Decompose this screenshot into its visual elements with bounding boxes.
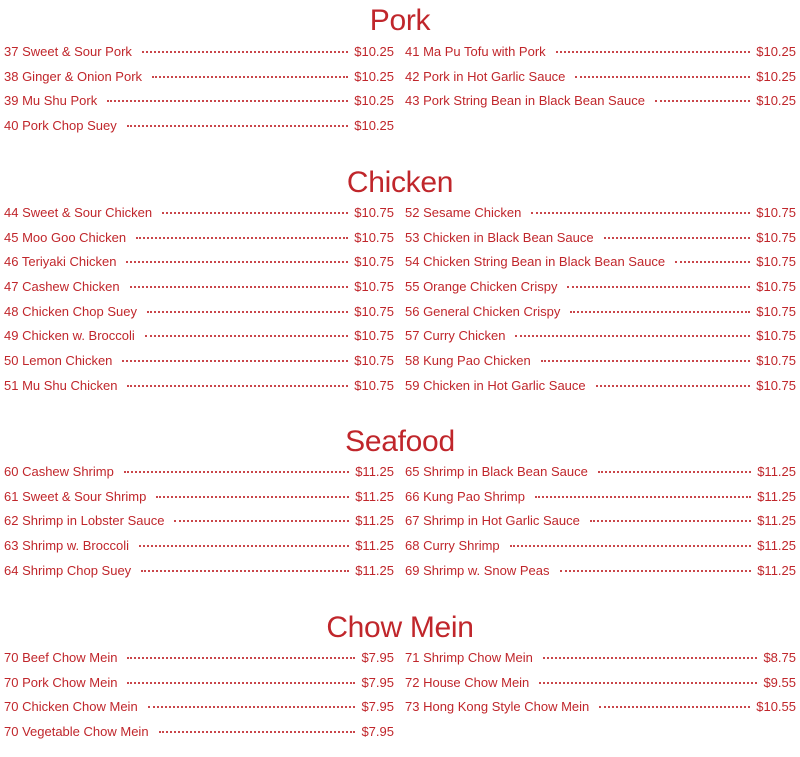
menu-item-name: 37 Sweet & Sour Pork xyxy=(4,44,132,59)
menu-item xyxy=(4,304,394,329)
menu-column-right xyxy=(405,650,796,724)
dot-leader xyxy=(575,76,750,78)
menu-column-left xyxy=(4,205,394,403)
menu-item xyxy=(405,563,796,588)
menu-item-name: 55 Orange Chicken Crispy xyxy=(405,279,558,295)
menu-item-name: 61 Sweet & Sour Shrimp xyxy=(4,488,147,504)
section-pork xyxy=(0,4,800,144)
menu-item-price: $10.75 xyxy=(354,205,394,220)
dot-leader xyxy=(139,545,349,547)
section-title: Seafood xyxy=(345,425,455,458)
menu-item xyxy=(405,328,796,353)
menu-item-price: $10.25 xyxy=(756,68,796,84)
menu-item-price: $11.25 xyxy=(757,538,796,554)
dot-leader xyxy=(147,311,348,313)
menu-item-price: $10.75 xyxy=(354,328,394,344)
menu-item xyxy=(4,353,394,378)
menu-item xyxy=(4,279,394,304)
menu-item-price: $11.25 xyxy=(355,562,394,578)
menu-item-price: $10.25 xyxy=(354,93,394,109)
menu-item-price: $7.95 xyxy=(361,650,394,665)
dot-leader xyxy=(567,286,750,288)
menu-column-right xyxy=(405,205,796,403)
menu-item-name: 70 Beef Chow Mein xyxy=(4,650,118,665)
menu-item-name: 47 Cashew Chicken xyxy=(4,279,120,295)
menu-item-name: 71 Shrimp Chow Mein xyxy=(405,650,533,665)
menu-item xyxy=(4,675,394,700)
menu-item-name: 39 Mu Shu Pork xyxy=(4,93,98,109)
menu-item xyxy=(4,650,394,675)
dot-leader xyxy=(598,471,751,473)
section-title: Chicken xyxy=(346,166,454,199)
dot-leader xyxy=(127,385,348,387)
menu-item xyxy=(405,538,796,563)
menu-item xyxy=(405,279,796,304)
menu-column-left xyxy=(4,44,394,143)
menu-columns xyxy=(0,650,800,750)
dot-leader xyxy=(556,51,751,53)
menu-item-name: 72 House Chow Mein xyxy=(405,674,530,690)
dot-leader xyxy=(604,237,751,239)
menu-item-price: $8.75 xyxy=(763,650,796,665)
menu-item-price: $10.55 xyxy=(756,699,796,715)
menu-item xyxy=(405,675,796,700)
menu-item xyxy=(4,254,394,279)
menu-item-price: $11.25 xyxy=(355,464,394,479)
menu-item xyxy=(4,724,394,749)
dot-leader xyxy=(122,360,348,362)
menu-item-price: $10.75 xyxy=(756,254,796,270)
menu-item xyxy=(405,93,796,118)
menu-item-name: 70 Chicken Chow Mein xyxy=(4,699,138,715)
dot-leader xyxy=(141,570,349,572)
dot-leader xyxy=(126,261,348,263)
menu-item-price: $10.75 xyxy=(756,377,796,393)
dot-leader xyxy=(570,311,750,313)
menu-item-name: 62 Shrimp in Lobster Sauce xyxy=(4,513,165,529)
menu-item-name: 49 Chicken w. Broccoli xyxy=(4,328,135,344)
menu-item-price: $10.75 xyxy=(354,254,394,270)
dot-leader xyxy=(107,100,348,102)
menu-item-price: $10.75 xyxy=(756,328,796,344)
menu-item xyxy=(405,304,796,329)
menu-item-price: $10.75 xyxy=(756,353,796,369)
menu-item-name: 57 Curry Chicken xyxy=(405,328,506,344)
section-chicken xyxy=(0,166,800,405)
menu-item xyxy=(4,699,394,724)
menu-item-price: $7.95 xyxy=(361,674,394,690)
menu-item xyxy=(4,205,394,230)
menu-item-price: $10.75 xyxy=(354,377,394,393)
menu-item xyxy=(4,93,394,118)
menu-item xyxy=(4,563,394,588)
menu-item xyxy=(405,378,796,403)
menu-item-price: $11.25 xyxy=(757,488,796,504)
menu-item-price: $10.75 xyxy=(354,303,394,319)
dot-leader xyxy=(156,496,349,498)
menu-item-price: $10.25 xyxy=(354,118,394,134)
menu-item-name: 43 Pork String Bean in Black Bean Sauce xyxy=(405,93,645,109)
menu-item-name: 40 Pork Chop Suey xyxy=(4,118,117,134)
menu-item-name: 51 Mu Shu Chicken xyxy=(4,377,118,393)
menu-item-name: 53 Chicken in Black Bean Sauce xyxy=(405,229,594,245)
dot-leader xyxy=(531,212,750,214)
menu-item xyxy=(4,230,394,255)
menu-column-left xyxy=(4,650,394,749)
dot-leader xyxy=(539,682,757,684)
menu-item xyxy=(4,489,394,514)
menu-item-price: $10.25 xyxy=(354,68,394,84)
dot-leader xyxy=(510,545,752,547)
dot-leader xyxy=(127,682,355,684)
dot-leader xyxy=(130,286,349,288)
menu-item xyxy=(4,378,394,403)
dot-leader xyxy=(148,706,356,708)
menu-columns xyxy=(0,464,800,589)
menu-columns xyxy=(0,205,800,405)
dot-leader xyxy=(675,261,750,263)
menu-item xyxy=(405,489,796,514)
menu-item-name: 69 Shrimp w. Snow Peas xyxy=(405,562,550,578)
dot-leader xyxy=(541,360,750,362)
menu-item-price: $10.25 xyxy=(756,44,796,59)
menu-item-price: $10.25 xyxy=(756,93,796,109)
dot-leader xyxy=(590,520,751,522)
menu-item-price: $11.25 xyxy=(757,464,796,479)
menu-item-name: 70 Pork Chow Mein xyxy=(4,674,118,690)
menu-item xyxy=(4,513,394,538)
menu-item xyxy=(405,254,796,279)
dot-leader xyxy=(599,706,750,708)
menu-item xyxy=(4,328,394,353)
menu-item-price: $11.25 xyxy=(355,538,394,554)
menu-item-name: 60 Cashew Shrimp xyxy=(4,464,114,479)
dot-leader xyxy=(174,520,349,522)
menu-item-name: 56 General Chicken Crispy xyxy=(405,303,561,319)
dot-leader xyxy=(152,76,348,78)
menu-item-name: 68 Curry Shrimp xyxy=(405,538,500,554)
menu-item xyxy=(405,353,796,378)
menu-item-name: 67 Shrimp in Hot Garlic Sauce xyxy=(405,513,580,529)
menu-column-left xyxy=(4,464,394,587)
menu-item-name: 41 Ma Pu Tofu with Pork xyxy=(405,44,546,59)
menu-item-name: 73 Hong Kong Style Chow Mein xyxy=(405,699,590,715)
menu-item-price: $10.75 xyxy=(354,229,394,245)
menu-item xyxy=(405,205,796,230)
section-title: Pork xyxy=(369,4,431,37)
dot-leader xyxy=(596,385,751,387)
menu-item-name: 66 Kung Pao Shrimp xyxy=(405,488,525,504)
menu-item-price: $9.55 xyxy=(763,674,796,690)
menu-item-name: 58 Kung Pao Chicken xyxy=(405,353,531,369)
menu-item xyxy=(4,464,394,489)
menu-item-name: 48 Chicken Chop Suey xyxy=(4,303,137,319)
menu-item-name: 65 Shrimp in Black Bean Sauce xyxy=(405,464,588,479)
menu-item-name: 59 Chicken in Hot Garlic Sauce xyxy=(405,377,586,393)
dot-leader xyxy=(162,212,348,214)
menu-item-name: 38 Ginger & Onion Pork xyxy=(4,68,143,84)
menu-item-name: 52 Sesame Chicken xyxy=(405,205,522,220)
menu-item xyxy=(4,69,394,94)
menu-item xyxy=(4,44,394,69)
dot-leader xyxy=(127,657,355,659)
menu-column-right xyxy=(405,44,796,118)
section-seafood xyxy=(0,425,800,589)
menu-item xyxy=(405,44,796,69)
menu-item xyxy=(4,118,394,143)
menu-item-name: 44 Sweet & Sour Chicken xyxy=(4,205,153,220)
menu-item-name: 54 Chicken String Bean in Black Bean Sauce xyxy=(405,254,666,270)
menu-item xyxy=(405,464,796,489)
menu-item-price: $10.75 xyxy=(756,205,796,220)
menu-item xyxy=(405,230,796,255)
section-chow-mein xyxy=(0,611,800,750)
dot-leader xyxy=(515,335,750,337)
menu-item-price: $10.25 xyxy=(354,44,394,59)
dot-leader xyxy=(535,496,751,498)
dot-leader xyxy=(145,335,348,337)
menu-item-name: 63 Shrimp w. Broccoli xyxy=(4,538,129,554)
menu-item-price: $10.75 xyxy=(354,279,394,295)
menu-columns xyxy=(0,44,800,144)
menu-item-price: $10.75 xyxy=(354,353,394,369)
menu-item xyxy=(405,69,796,94)
menu-item-name: 50 Lemon Chicken xyxy=(4,353,113,369)
dot-leader xyxy=(124,471,349,473)
menu-item xyxy=(405,650,796,675)
menu-item-price: $10.75 xyxy=(756,303,796,319)
menu-item-price: $10.75 xyxy=(756,229,796,245)
menu-item xyxy=(4,538,394,563)
menu-item xyxy=(405,699,796,724)
menu-item-price: $7.95 xyxy=(361,699,394,715)
menu-item xyxy=(405,513,796,538)
menu-column-right xyxy=(405,464,796,587)
dot-leader xyxy=(136,237,348,239)
menu-item-name: 46 Teriyaki Chicken xyxy=(4,254,117,270)
menu-item-name: 45 Moo Goo Chicken xyxy=(4,229,127,245)
menu-item-name: 64 Shrimp Chop Suey xyxy=(4,562,132,578)
section-title: Chow Mein xyxy=(326,611,474,644)
menu-item-price: $11.25 xyxy=(355,488,394,504)
dot-leader xyxy=(543,657,758,659)
dot-leader xyxy=(142,51,348,53)
dot-leader xyxy=(560,570,752,572)
dot-leader xyxy=(655,100,750,102)
menu-item-name: 42 Pork in Hot Garlic Sauce xyxy=(405,68,566,84)
menu-item-price: $11.25 xyxy=(355,513,394,529)
menu-item-price: $11.25 xyxy=(757,562,796,578)
menu-item-price: $7.95 xyxy=(361,724,394,740)
dot-leader xyxy=(127,125,349,127)
menu-item-price: $10.75 xyxy=(756,279,796,295)
menu-item-price: $11.25 xyxy=(757,513,796,529)
dot-leader xyxy=(159,731,356,733)
menu-item-name: 70 Vegetable Chow Mein xyxy=(4,724,149,740)
